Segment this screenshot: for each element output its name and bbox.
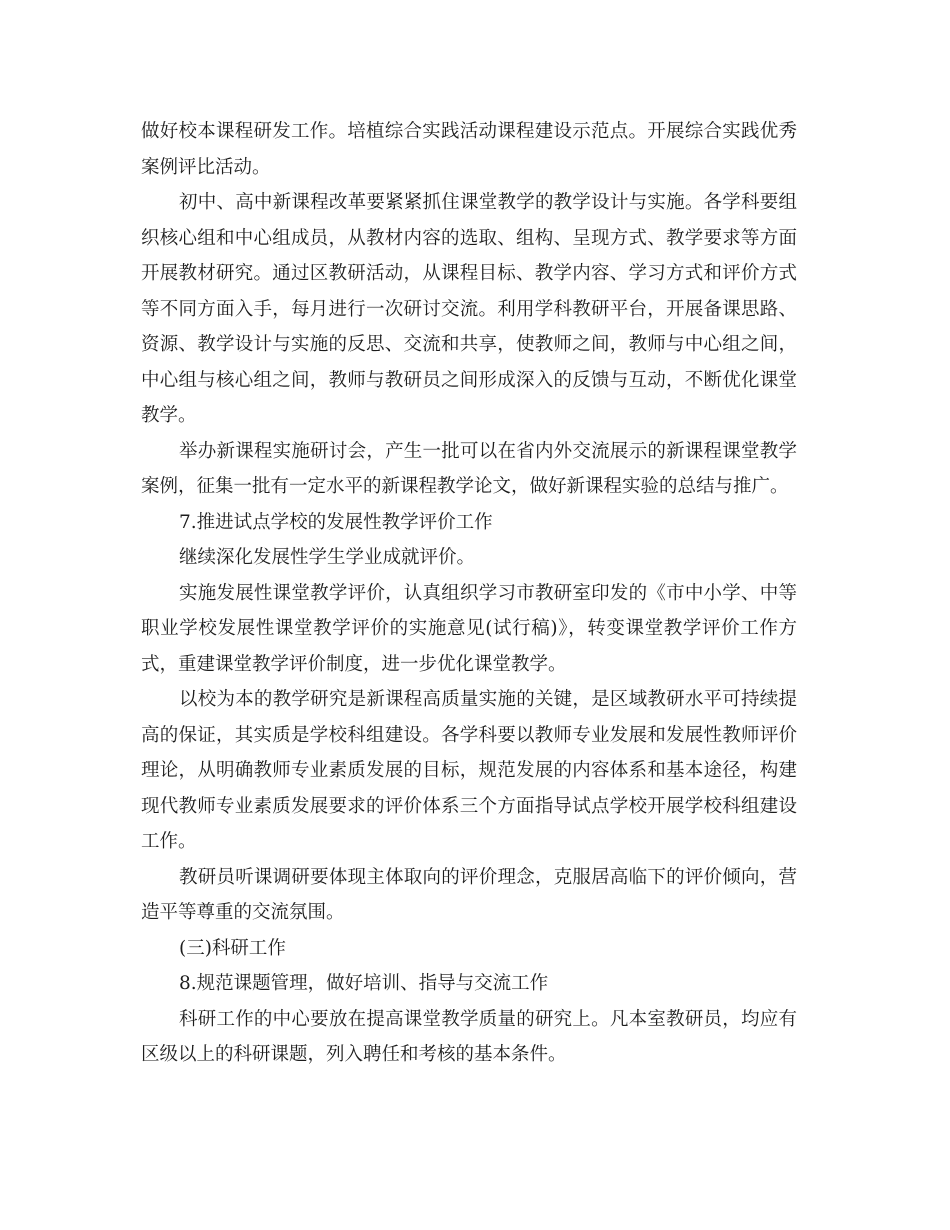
paragraph-school-based-research: 以校为本的教学研究是新课程高质量实施的关键，是区域教研水平可持续提高的保证，其实质是学校科组建设。各学科要以教师专业发展和发展性教师评价理论，从明确教师专业素质发展的目标，规范发展的内容体系和基本途径，构建现代教师专业素质发展要求的评价体系三个方面指导试点学校开展学校科组建设工作。 [141,689,797,852]
paragraph-curriculum-reform: 初中、高中新课程改革要紧紧抓住课堂教学的教学设计与实施。各学科要组织核心组和中心组成员，从教材内容的选取、组构、呈现方式、教学要求等方面开展教材研究。通过区教研活动，从课程目标、教学内容、学习方式和评价方式等不同方面入手，每月进行一次研讨交流。利用学科教研平台，开展备课思路、资源、教学设计与实施的反思、交流和共享，使教师之间，教师与中心组之间，中心组与核心组之间，教师与教研员之间形成深入的反馈与互动，不断优化课堂教学。 [141,192,797,426]
document-page [141,114,797,1073]
paragraph-student-evaluation: 继续深化发展性学生学业成就评价。 [179,547,476,568]
paragraph-research-focus: 科研工作的中心要放在提高课堂教学质量的研究上。凡本室教研员，均应有区级以上的科研课题，列入聘任和考核的基本条件。 [141,1008,797,1065]
paragraph-observation: 教研员听课调研要体现主体取向的评价理念，克服居高临下的评价倾向，营造平等尊重的交流氛围。 [141,866,797,923]
paragraph-continuation: 做好校本课程研发工作。培植综合实践活动课程建设示范点。开展综合实践优秀案例评比活动。 [141,121,797,178]
section-heading-research: (三)科研工作 [179,937,286,959]
section-heading-8: 8.规范课题管理，做好培训、指导与交流工作 [179,973,549,994]
paragraph-classroom-evaluation: 实施发展性课堂教学评价，认真组织学习市教研室印发的《市中小学、中等职业学校发展性课堂教学评价的实施意见(试行稿)》，转变课堂教学评价工作方式，重建课堂教学评价制度，进一步优化课堂教学。 [141,582,797,675]
paragraph-seminar: 举办新课程实施研讨会，产生一批可以在省内外交流展示的新课程课堂教学案例，征集一批有一定水平的新课程教学论文，做好新课程实验的总结与推广。 [141,440,797,497]
section-heading-7: 7.推进试点学校的发展性教学评价工作 [179,511,493,533]
